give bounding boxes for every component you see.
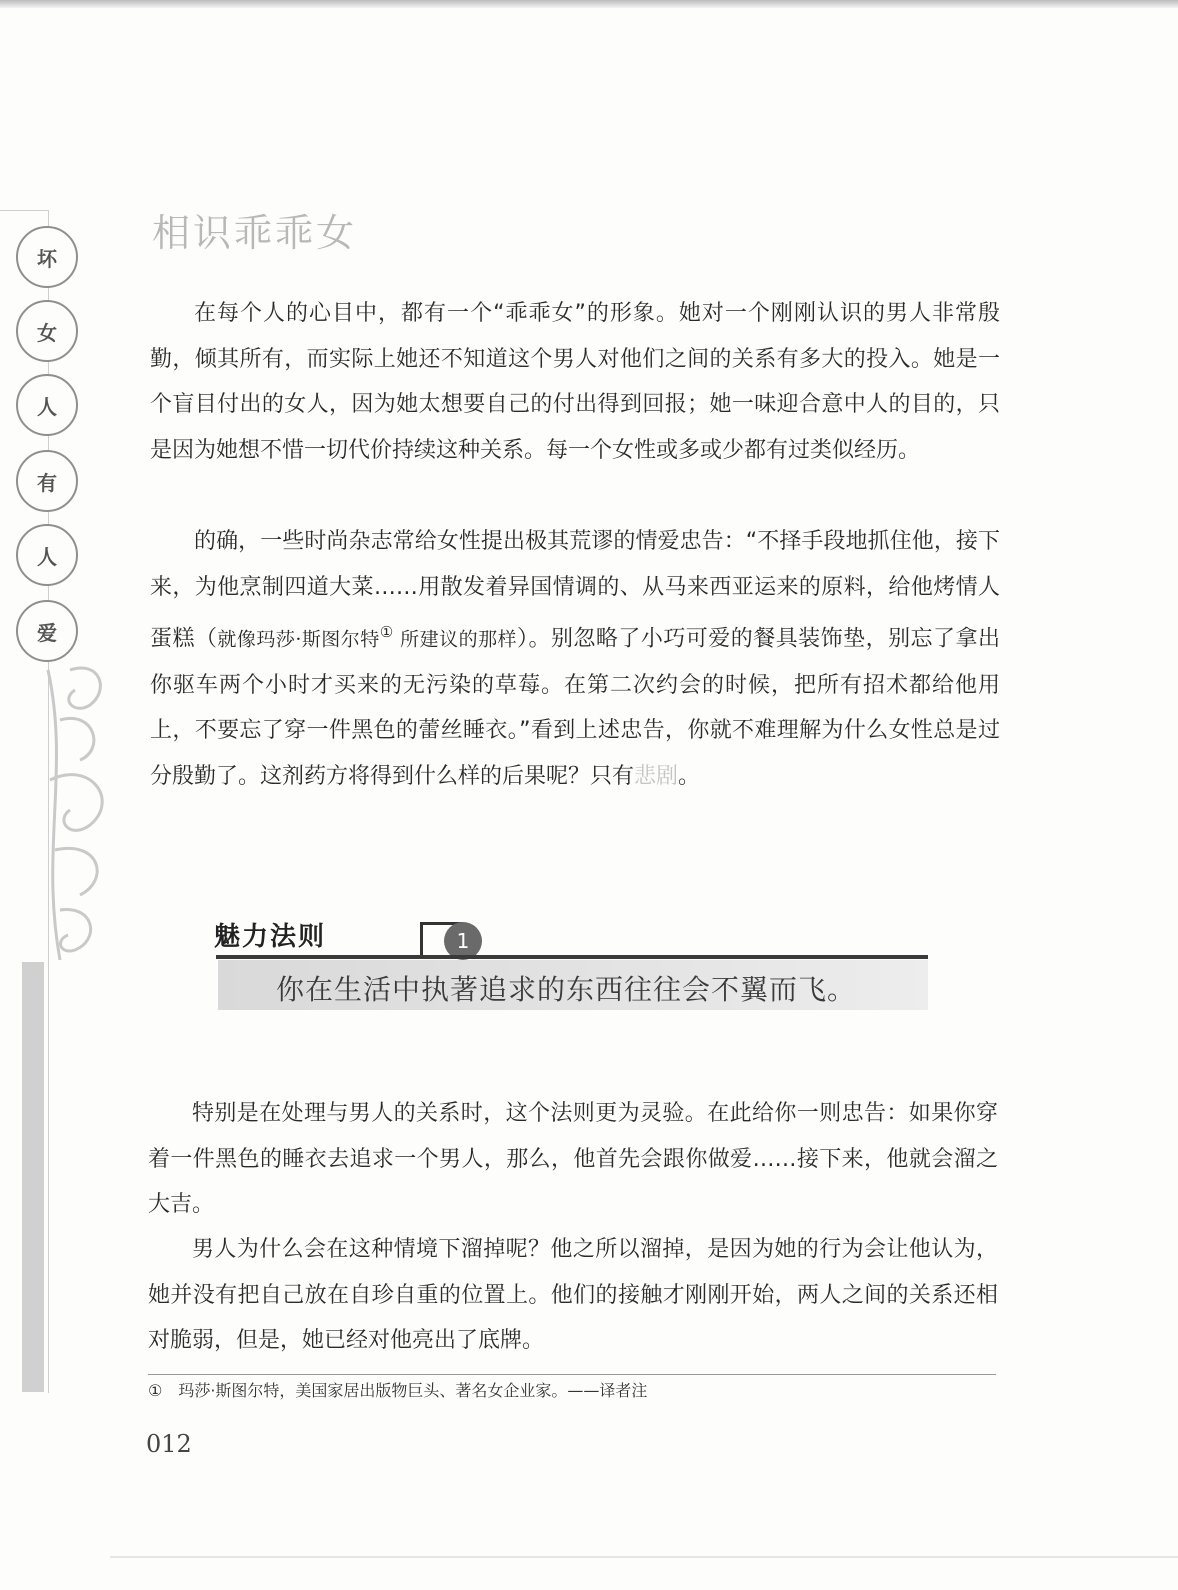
floral-ornament-icon [40, 650, 140, 970]
paragraph-2-end: 。 [678, 763, 701, 789]
paragraph-2-aside: 就像玛莎·斯图尔特 [217, 628, 380, 651]
rule-number-badge: 1 [444, 922, 482, 960]
footnote-marker: ① [379, 623, 394, 641]
paragraph-2-part-d: ）。别忽略了小巧可爱的餐具装饰垫，别忘了拿出你驱车两个小时才买来的无污染的草莓。在第二次约会的时候，把所有招术都给他用上，不要忘了穿一件黑色的蕾丝睡衣。”看到上述忠告，你就不难理解为什么女性总是过分殷勤了。这剂药方将得到什么样的后果呢？只有 [150, 626, 1000, 789]
page-number: 012 [146, 1430, 192, 1458]
sidebar-char-5: 人 [16, 524, 78, 586]
paragraph-1: 在每个人的心目中，都有一个“乖乖女”的形象。她对一个刚刚认识的男人非常殷勤，倾其所有，而实际上她还不知道这个男人对他们之间的关系有多大的投入。她是一个盲目付出的女人，因为她太想要自己的付出得到回报；她一味迎合意中人的目的，只是因为她想不惜一切代价持续这种关系。每一个女性或多或少都有过类似经历。 [150, 301, 1000, 463]
rule-text: 你在生活中执著追求的东西往往会不翼而飞。 [276, 973, 857, 1006]
bottom-border [110, 1556, 1178, 1558]
sidebar-char-1: 坏 [16, 226, 78, 288]
paragraph-2-highlight: 悲剧 [634, 763, 679, 789]
rule-label: 魅力法则 [214, 922, 327, 952]
sidebar-char-3: 人 [16, 374, 78, 436]
footnote: ① 玛莎·斯图尔特，美国家居出版物巨头、著名女企业家。——译者注 [148, 1381, 648, 1400]
sidebar-bar [22, 962, 44, 1392]
rule-divider [216, 955, 928, 959]
section-title: 相识乖乖女 [152, 211, 358, 255]
paragraph-2-aside-end: 所建议的那样 [393, 628, 518, 651]
top-border [0, 0, 1178, 8]
sidebar-char-6: 爱 [16, 600, 78, 662]
paragraph-2-part-a: 的确，一些时尚杂志常给女性提出极其荒谬的情爱忠告：“不择手段地抓住他，接下来，为他烹制四道大菜……用散发着异国情调的、从马来西亚运来的原料，给他烤情人蛋糕（ [150, 529, 1000, 652]
footnote-divider [148, 1374, 996, 1375]
paragraph-2 [150, 519, 1000, 799]
paragraph-3: 特别是在处理与男人的关系时，这个法则更为灵验。在此给你一则忠告：如果你穿着一件黑色的睡衣去追求一个男人，那么，他首先会跟你做爱……接下来，他就会溜之大吉。 [148, 1101, 998, 1217]
sidebar-char-4: 有 [16, 450, 78, 512]
paragraph-4: 男人为什么会在这种情境下溜掉呢？他之所以溜掉，是因为她的行为会让他认为，她并没有把自己放在自珍自重的位置上。他们的接触才刚刚开始，两人之间的关系还相对脆弱，但是，她已经对他亮出了底牌。 [148, 1237, 998, 1353]
sidebar-char-2: 女 [16, 300, 78, 362]
